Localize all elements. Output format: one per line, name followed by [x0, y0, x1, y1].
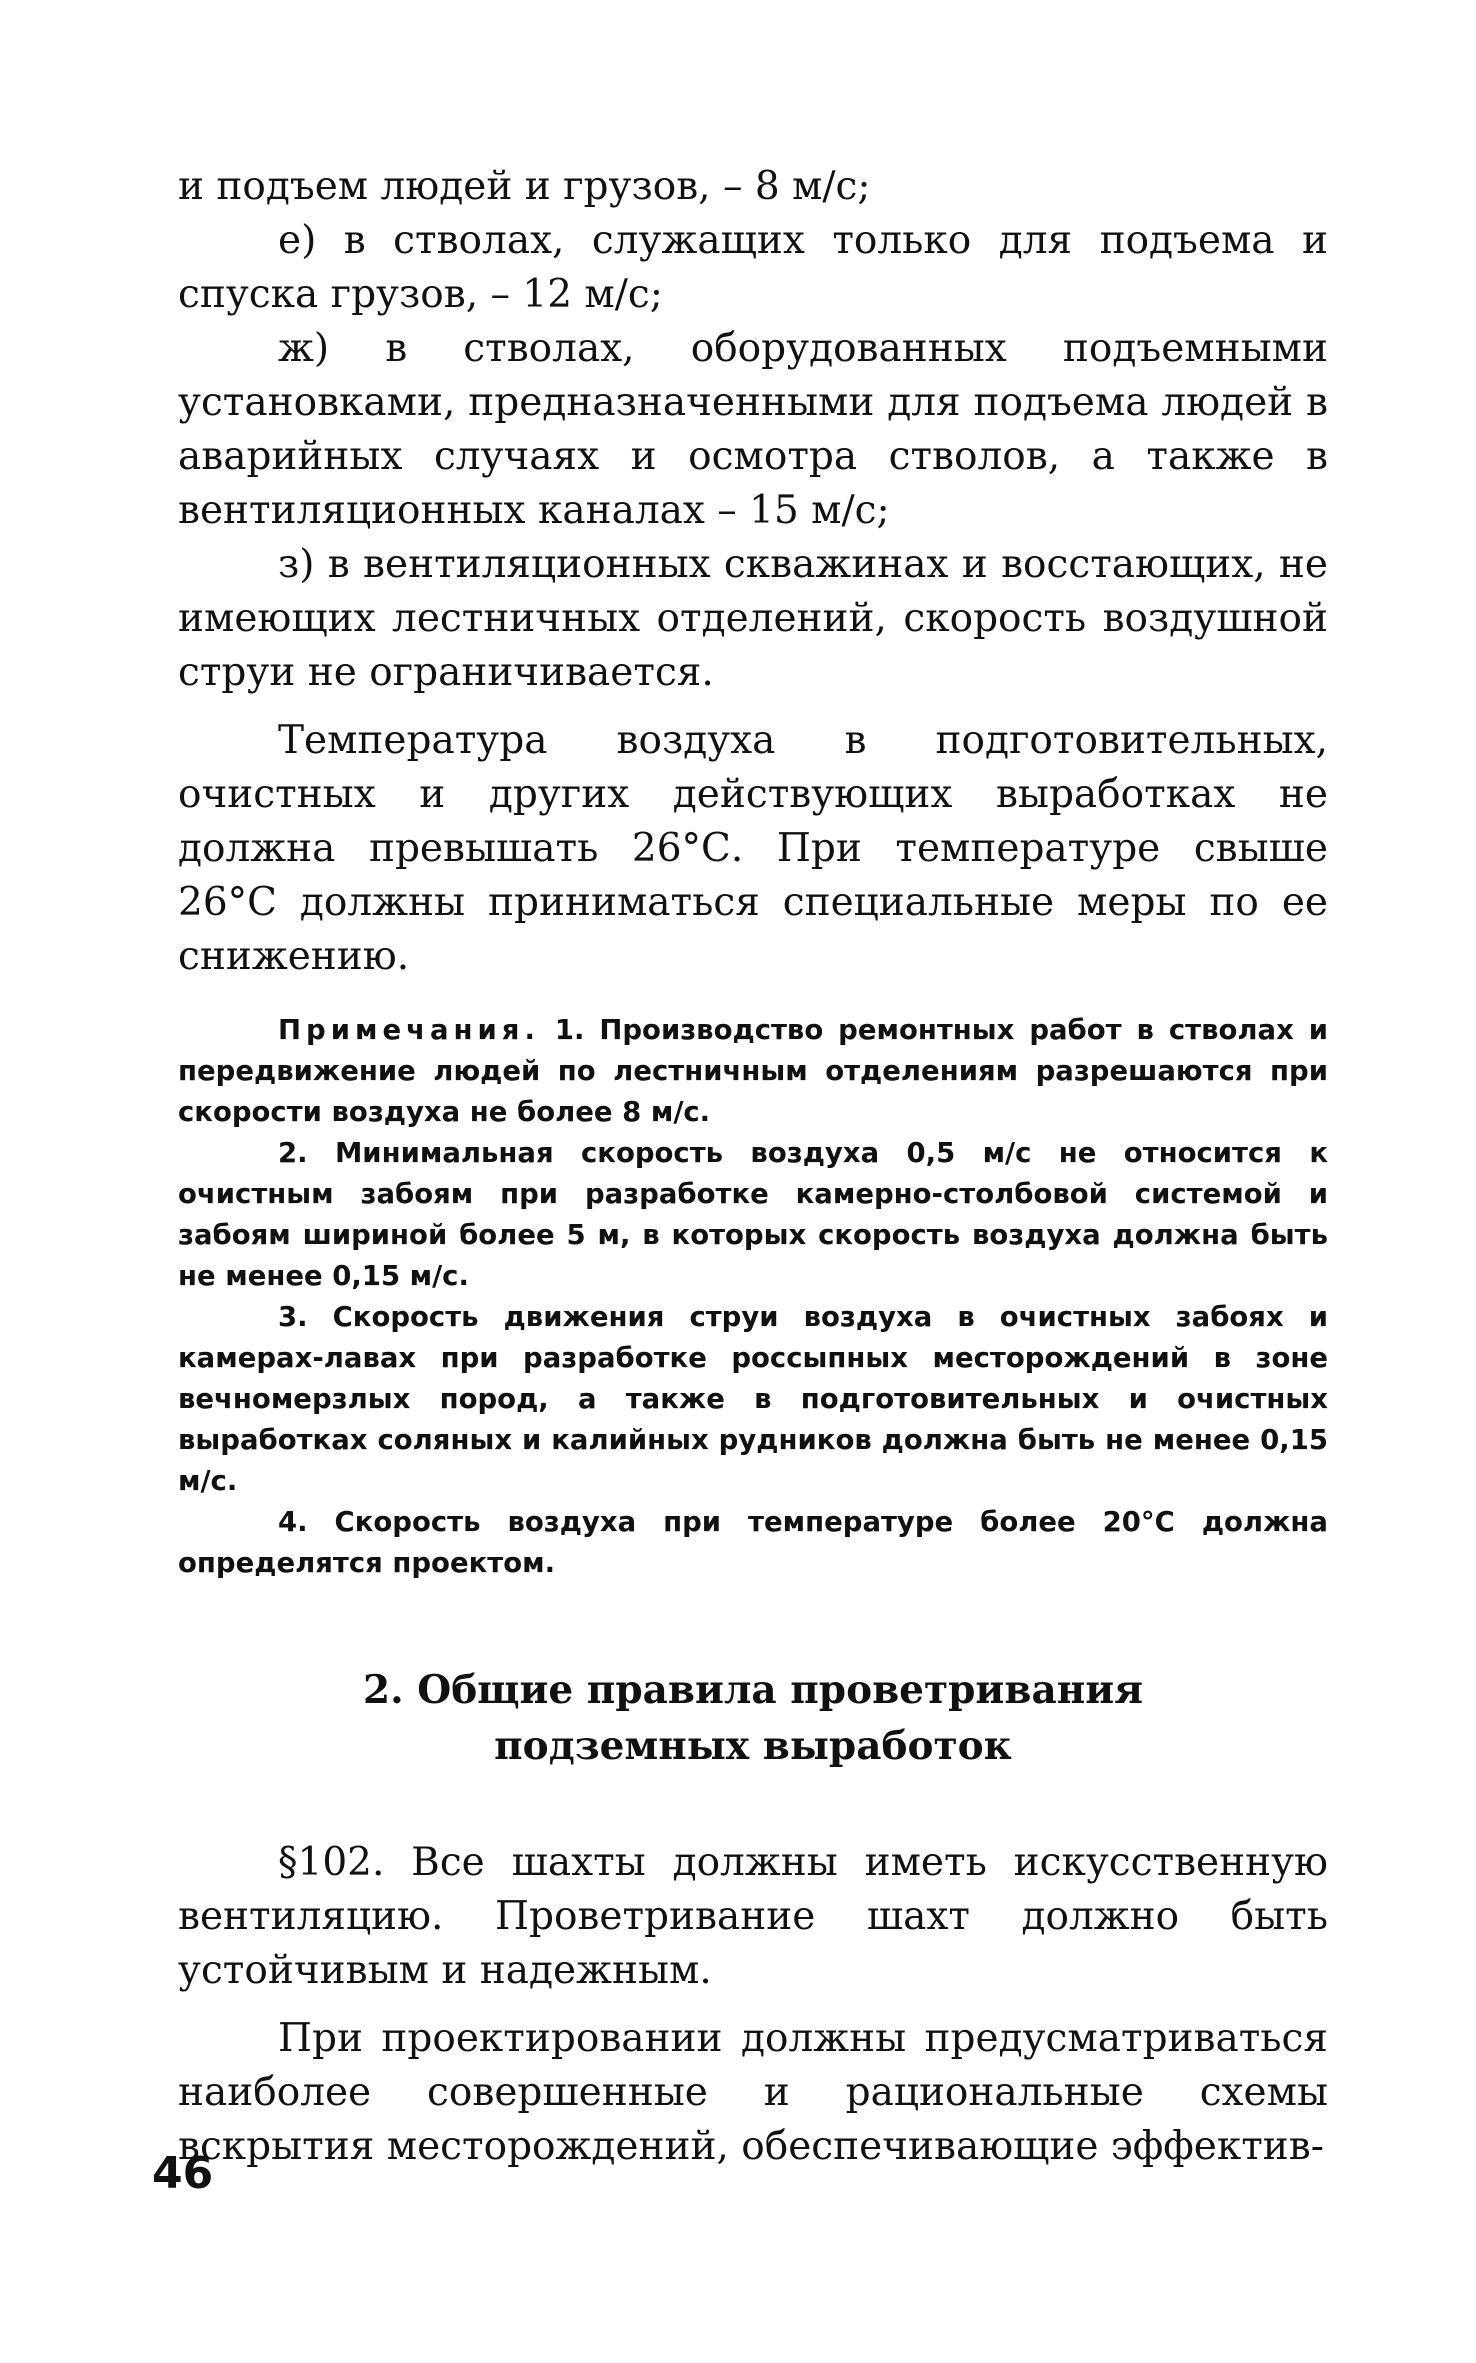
- paragraph-item-e: е) в стволах, служащих только для подъема и спуска грузов, – 12 м/с;: [178, 218, 1328, 317]
- note-1-text: 1. Производство ремонтных работ в стволах и передвижение людей по лестничным отделениям разрешаются при скорости воздуха не более 8 м/с.: [178, 1014, 1328, 1128]
- section-heading-line-1: 2. Общие правила проветривания: [363, 1667, 1143, 1713]
- note-3: 3. Скорость движения струи воздуха в очистных забоях и камерах-лавах при разработке россыпных месторождений в зоне вечномерзлых пород, а также в подготовительных и очистных выработках соляных и калийных рудников должна быть не менее 0,15 м/с.: [178, 1301, 1328, 1497]
- paragraph-design: При проектировании должны предусматриваться наиболее совершенные и рациональные схемы вскрытия месторождений, обеспечивающие эффектив-: [178, 2016, 1328, 2169]
- page-number: 46: [152, 2148, 214, 2199]
- paragraph-continuation: и подъем людей и грузов, – 8 м/с;: [178, 164, 871, 209]
- document-page: [178, 160, 1328, 2174]
- section-heading: [178, 1662, 1328, 1774]
- paragraph-item-z: з) в вентиляционных скважинах и восстающих, не имеющих лестничных отделений, скорость воздушной струи не ограничивается.: [178, 542, 1328, 695]
- paragraph-item-zh: ж) в стволах, оборудованных подъемными установками, предназначенными для подъема людей в аварийных случаях и осмотра стволов, а также в вентиляционных каналах – 15 м/с;: [178, 326, 1328, 533]
- note-1: [178, 1010, 1328, 1133]
- section-heading-line-2: подземных выработок: [494, 1723, 1012, 1769]
- paragraph-102: §102. Все шахты должны иметь искусственную вентиляцию. Проветривание шахт должно быть устойчивым и надежным.: [178, 1840, 1328, 1993]
- notes-block: [178, 1010, 1328, 1584]
- paragraph-temperature: Температура воздуха в подготовительных, очистных и других действующих выработках не должна превышать 26°С. При температуре свыше 26°С должны приниматься специальные меры по ее снижению.: [178, 718, 1328, 979]
- notes-label: Примечания.: [278, 1014, 540, 1046]
- note-4: 4. Скорость воздуха при температуре более 20°С должна определятся проектом.: [178, 1506, 1328, 1579]
- note-2: 2. Минимальная скорость воздуха 0,5 м/с не относится к очистным забоям при разработке камерно-столбовой системой и забоям шириной более 5 м, в которых скорость воздуха должна быть не менее 0,15 м/с.: [178, 1137, 1328, 1292]
